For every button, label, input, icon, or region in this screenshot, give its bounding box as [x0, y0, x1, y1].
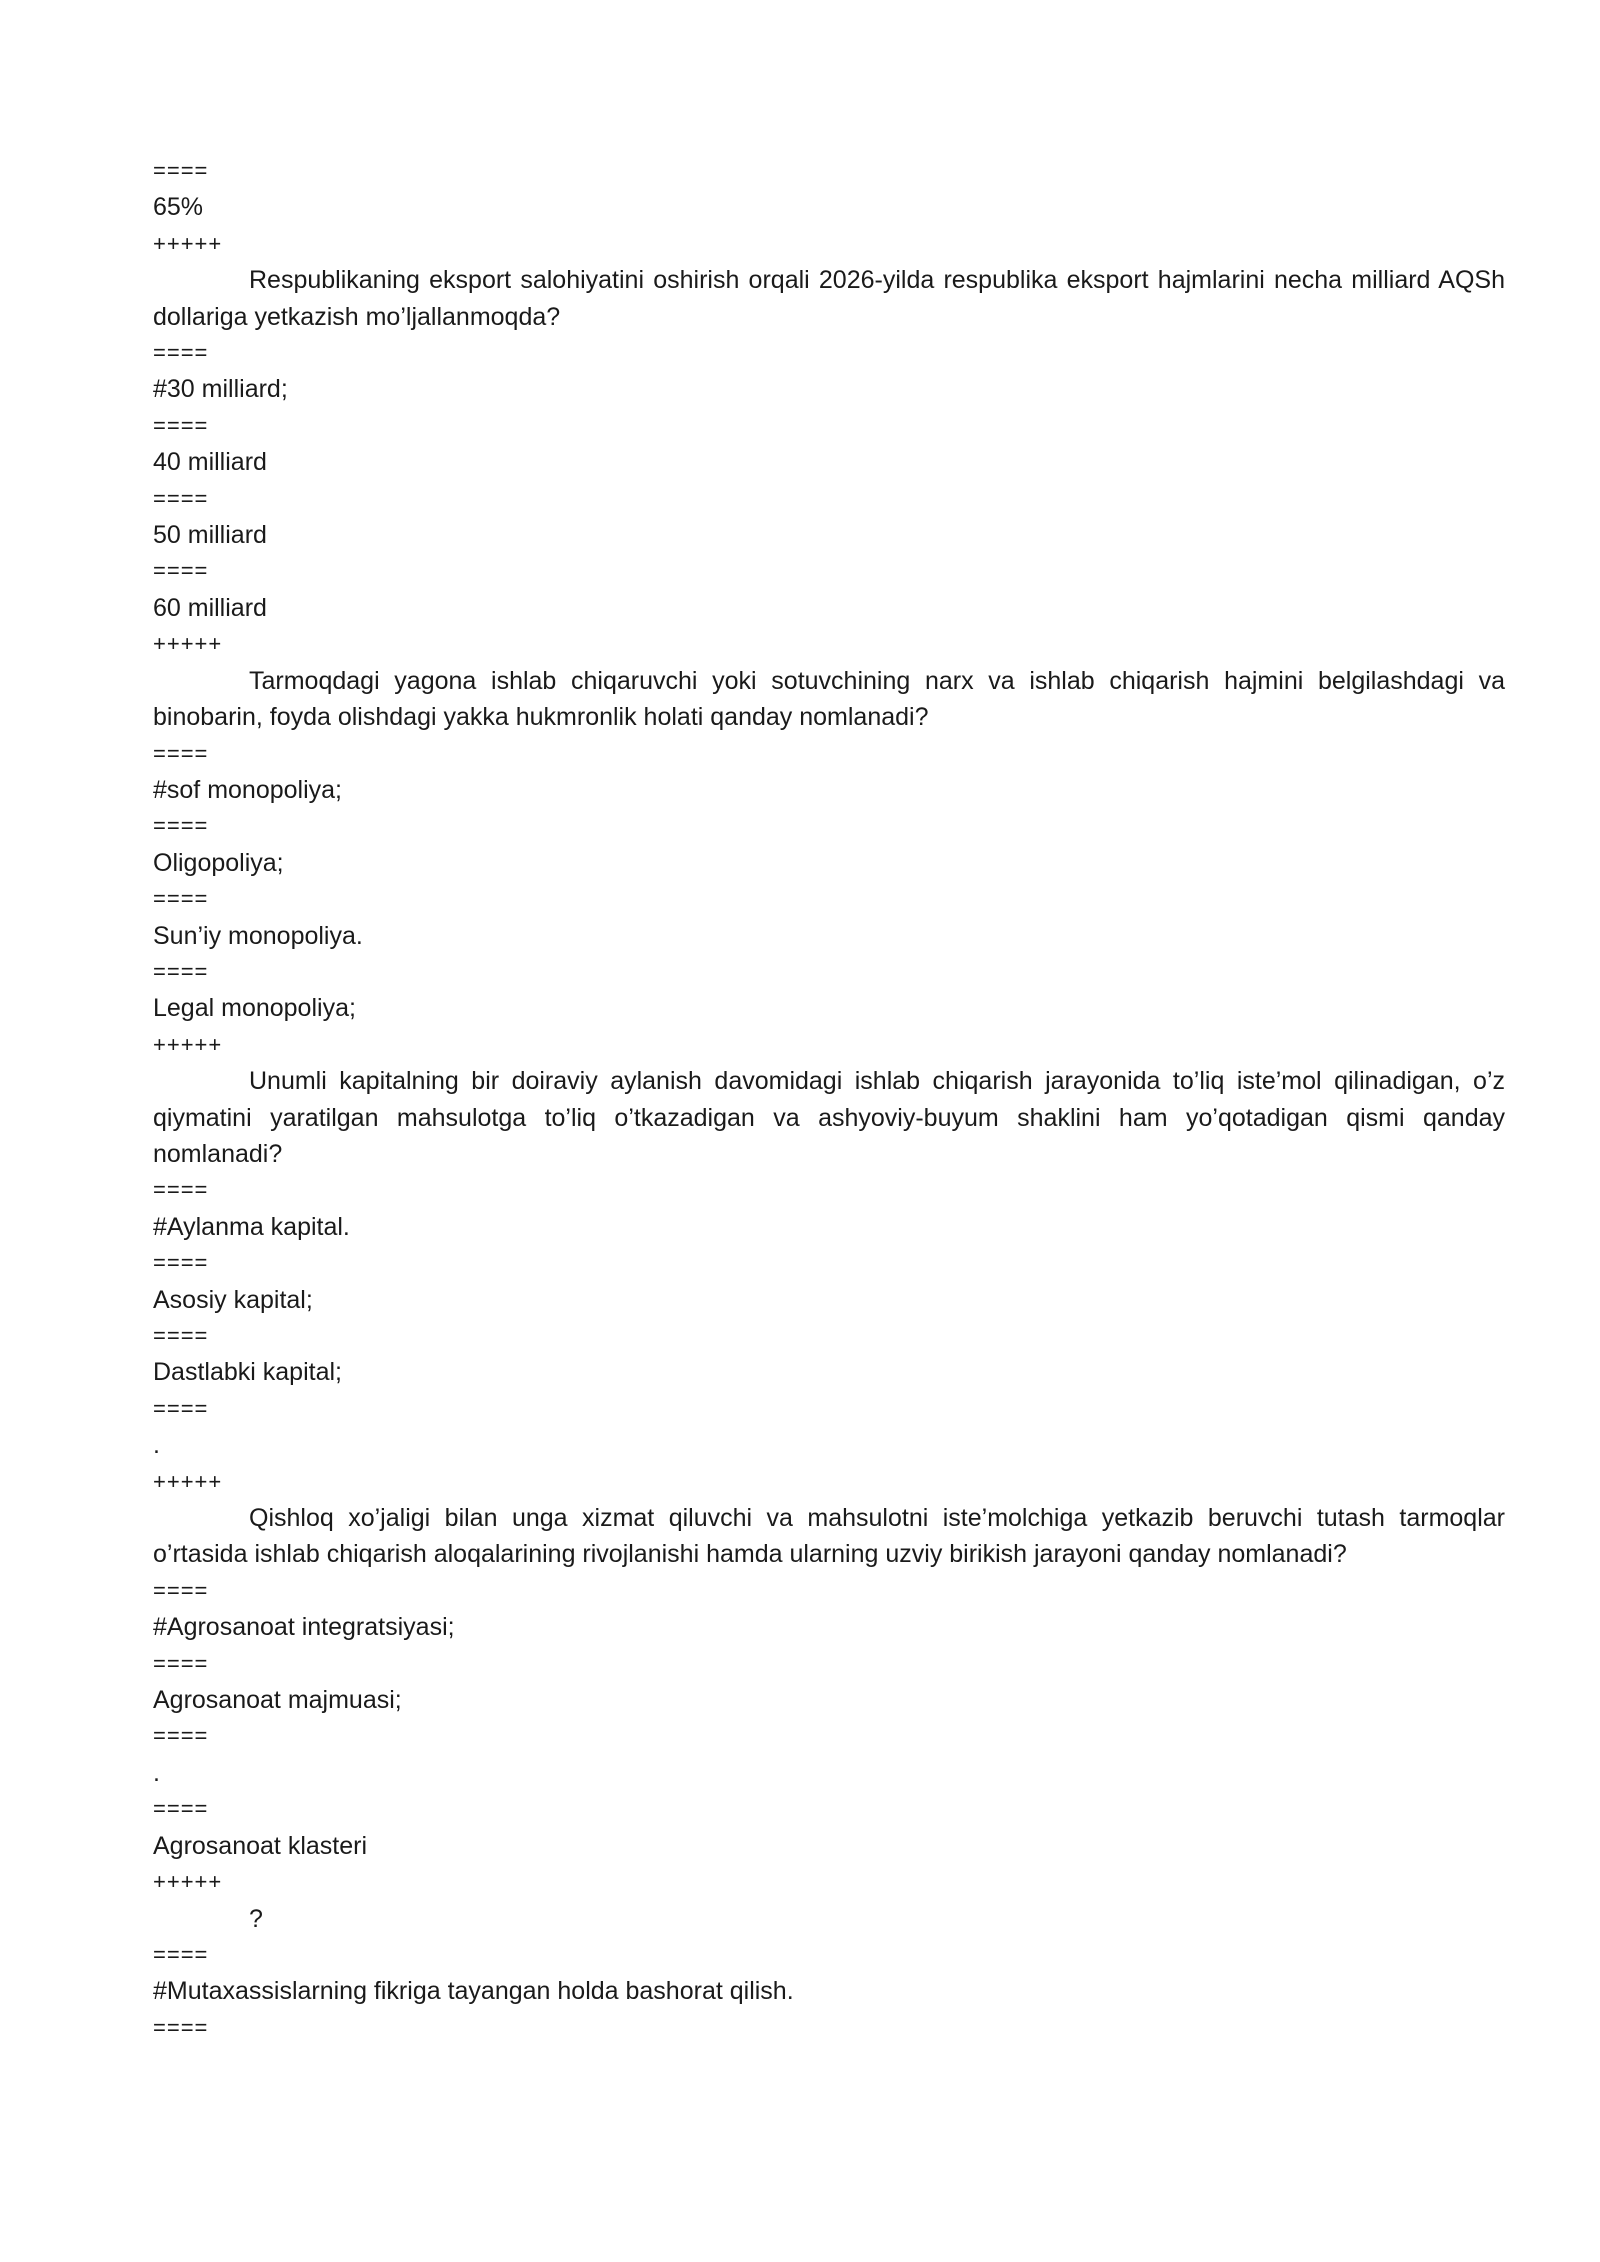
separator-line: ==== — [153, 1577, 209, 1603]
separator-line: +++++ — [153, 1468, 223, 1494]
question-text: Unumli kapitalning bir doiraviy aylanish davomidagi ishlab chiqarish jarayonida to’liq iste’mol qilinadigan, o’z qiymatini yaratilgan mahsulotga to’liq o’tkazadigan va ashyoviy-buyum shaklini ham yo’qotadigan qismi qanday nomlanadi? — [153, 1067, 1512, 1168]
question-text: ? — [249, 1904, 263, 1933]
answer-option: Asosiy kapital; — [153, 1285, 313, 1314]
separator-line: +++++ — [153, 230, 223, 256]
answer-option: Agrosanoat majmuasi; — [153, 1686, 402, 1715]
answer-option: Agrosanoat klasteri — [153, 1831, 368, 1860]
answer-option: #Agrosanoat integratsiyasi; — [153, 1613, 455, 1642]
question-text: Respublikaning eksport salohiyatini oshirish orqali 2026-yilda respublika eksport hajmlarini necha milliard AQSh dollariga yetkazish mo’ljallanmoqda? — [153, 266, 1512, 331]
separator-line: +++++ — [153, 1869, 223, 1895]
separator-line: ==== — [153, 485, 209, 511]
answer-option: #Mutaxassislarning fikriga tayangan holda bashorat qilish. — [153, 1977, 794, 2006]
answer-option: Dastlabki kapital; — [153, 1358, 342, 1387]
separator-line: ==== — [153, 1723, 209, 1749]
answer-option: Sun’iy monopoliya. — [153, 921, 363, 950]
separator-line: ==== — [153, 2014, 209, 2040]
question-text: Qishloq xo’jaligi bilan unga xizmat qiluvchi va mahsulotni iste’molchiga yetkazib beruvchi tutash tarmoqlar o’rtasida ishlab chiqarish aloqalarining rivojlanishi hamda ularning uzviy birikish jarayoni qanday nomlanadi? — [153, 1504, 1512, 1569]
answer-option: 40 milliard — [153, 448, 267, 477]
separator-line: ==== — [153, 1941, 209, 1967]
answer-option: #sof monopoliya; — [153, 775, 343, 804]
answer-option: 60 milliard — [153, 593, 267, 622]
separator-line: ==== — [153, 1177, 209, 1203]
separator-line: ==== — [153, 1395, 209, 1421]
separator-line: ==== — [153, 1323, 209, 1348]
separator-line: ==== — [153, 340, 209, 366]
separator-line: ==== — [153, 958, 209, 984]
separator-line: +++++ — [153, 1031, 223, 1057]
answer-option: #30 milliard; — [153, 375, 288, 404]
answer-option: 50 milliard — [153, 521, 267, 550]
separator-line: ==== — [153, 412, 209, 438]
answer-option: . — [153, 1758, 160, 1787]
question-text: Tarmoqdagi yagona ishlab chiqaruvchi yoki sotuvchining narx va ishlab chiqarish hajmini belgilashdagi va binobarin, foyda olishdagi yakka hukmronlik holati qanday nomlanadi? — [153, 666, 1512, 732]
separator-line: ==== — [153, 558, 209, 584]
document-body — [153, 153, 1512, 2046]
answer-option: Legal monopoliya; — [153, 994, 356, 1023]
separator-line: ==== — [153, 1250, 209, 1276]
separator-line: +++++ — [153, 631, 223, 657]
separator-line: ==== — [153, 740, 209, 766]
separator-line: ==== — [153, 1796, 209, 1822]
answer-option: . — [153, 1431, 160, 1460]
separator-line: ==== — [153, 813, 209, 839]
answer-option: 65% — [153, 193, 204, 222]
separator-line: ==== — [153, 1650, 209, 1676]
separator-line: ==== — [153, 886, 209, 912]
separator-line: ==== — [153, 158, 209, 183]
answer-option: Oligopoliya; — [153, 848, 284, 877]
answer-option: #Aylanma kapital. — [153, 1212, 350, 1241]
